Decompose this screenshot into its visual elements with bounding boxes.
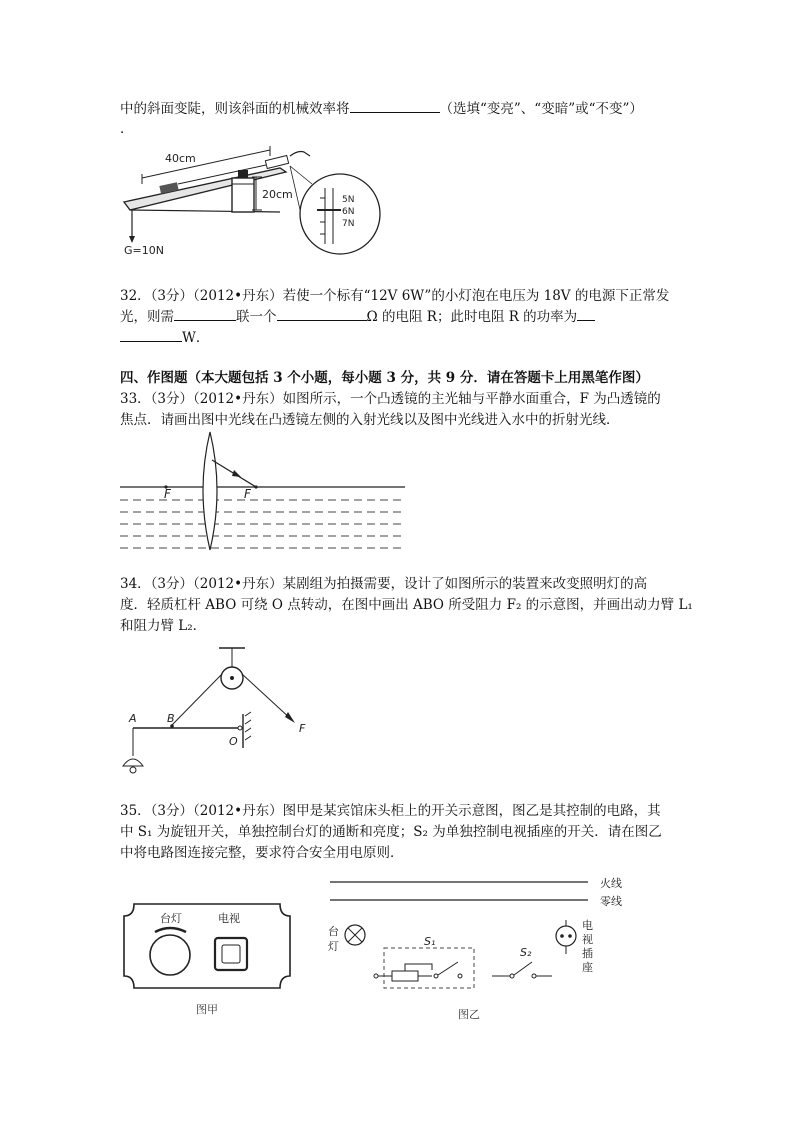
lamp-label-1: 台: [328, 925, 339, 938]
weight-label: G=10N: [124, 244, 164, 257]
lens-water-figure: [120, 430, 410, 555]
s2-label: S₂: [520, 946, 532, 959]
q32-text-c: Ω 的电阻 R；此时电阻 R 的功率为: [366, 309, 578, 325]
focus-left-label: F: [164, 487, 171, 501]
q32-answer-blank-3a[interactable]: [577, 306, 595, 321]
point-o-label: O: [229, 735, 238, 748]
incline-height-label: 20cm: [262, 188, 293, 201]
q31-text-b: （选填“变亮”、“变暗”或“不变”）: [439, 101, 643, 117]
incline-figure: [120, 140, 390, 265]
lamp-label-2: 灯: [328, 940, 339, 953]
q34-text-line3: 和阻力臂 L₂．: [120, 618, 207, 634]
q32-text-b: 联一个: [236, 309, 277, 325]
switch-panel-figure: [120, 900, 295, 1025]
q33-text-line2: 焦点．请画出图中光线在凸透镜左侧的入射光线以及图中光线进入水中的折射光线．: [120, 412, 620, 428]
point-b-label: B: [167, 712, 175, 725]
circuit-figure: [320, 870, 660, 1028]
q32-text-line2: [120, 306, 595, 327]
q32-answer-blank-3b[interactable]: [120, 327, 182, 342]
q31-text-line2: ．: [120, 121, 134, 137]
q34-text-line1: 34．（3分）（2012•丹东）某剧组为拍摄需要，设计了如图所示的装置来改变照明灯的高: [120, 576, 648, 592]
q32-text-line1: 32．（3分）（2012•丹东）若使一个标有“12V 6W”的小灯泡在电压为 18V 的电源下正常发: [120, 288, 670, 304]
panel-tv-label: 电视: [218, 912, 240, 925]
q35-text-line1: 35．（3分）（2012•丹东）图甲是某宾馆床头柜上的开关示意图，图乙是其控制的电路，其: [120, 803, 661, 819]
socket-label-1: 电: [582, 919, 593, 932]
q32-answer-blank-2[interactable]: [277, 306, 367, 321]
point-a-label: A: [129, 712, 137, 725]
scale-mark-6n: 6N: [342, 207, 355, 217]
socket-label-3: 插: [582, 947, 593, 960]
focus-right-label: F: [244, 487, 251, 501]
incline-length-label: 40cm: [165, 152, 196, 165]
lever-figure: [115, 640, 335, 780]
section-heading: 四、作图题（本大题包括 3 个小题，每小题 3 分，共 9 分．请在答题卡上用黑笔作图）: [120, 370, 649, 386]
q31-text-a: 中的斜面变陡，则该斜面的机械效率将: [120, 101, 350, 117]
q32-unit-w: W．: [182, 330, 210, 346]
scale-mark-5n: 5N: [342, 195, 355, 205]
socket-label-4: 座: [582, 961, 593, 974]
s1-label: S₁: [424, 935, 436, 948]
q32-text-line3: [120, 327, 209, 348]
q32-answer-blank-1[interactable]: [174, 306, 236, 321]
force-f-label: F: [299, 722, 306, 735]
q35-text-line3: 中将电路图连接完整，要求符合安全用电原则．: [120, 845, 404, 861]
fig-yi-caption: 图乙: [458, 1008, 480, 1021]
fig-jia-caption: 图甲: [196, 1003, 218, 1016]
socket-label-2: 视: [582, 933, 593, 946]
q33-text-line1: 33．（3分）（2012•丹东）如图所示，一个凸透镜的主光轴与平静水面重合，F 为凸透镜的: [120, 391, 661, 407]
q31-text-line1: [120, 98, 643, 119]
q34-text-line2: 度．轻质杠杆 ABO 可绕 O 点转动，在图中画出 ABO 所受阻力 F₂ 的示意图，并画出动力臂 L₁: [120, 597, 693, 613]
live-wire-label: 火线: [600, 877, 622, 890]
q32-text-a: 光，则需: [120, 309, 174, 325]
neutral-wire-label: 零线: [600, 895, 622, 908]
panel-lamp-label: 台灯: [160, 912, 182, 925]
scale-mark-7n: 7N: [342, 219, 355, 229]
q35-text-line2: 中 S₁ 为旋钮开关，单独控制台灯的通断和亮度；S₂ 为单独控制电视插座的开关．请在图乙: [120, 824, 662, 840]
q31-answer-blank[interactable]: [350, 98, 440, 113]
